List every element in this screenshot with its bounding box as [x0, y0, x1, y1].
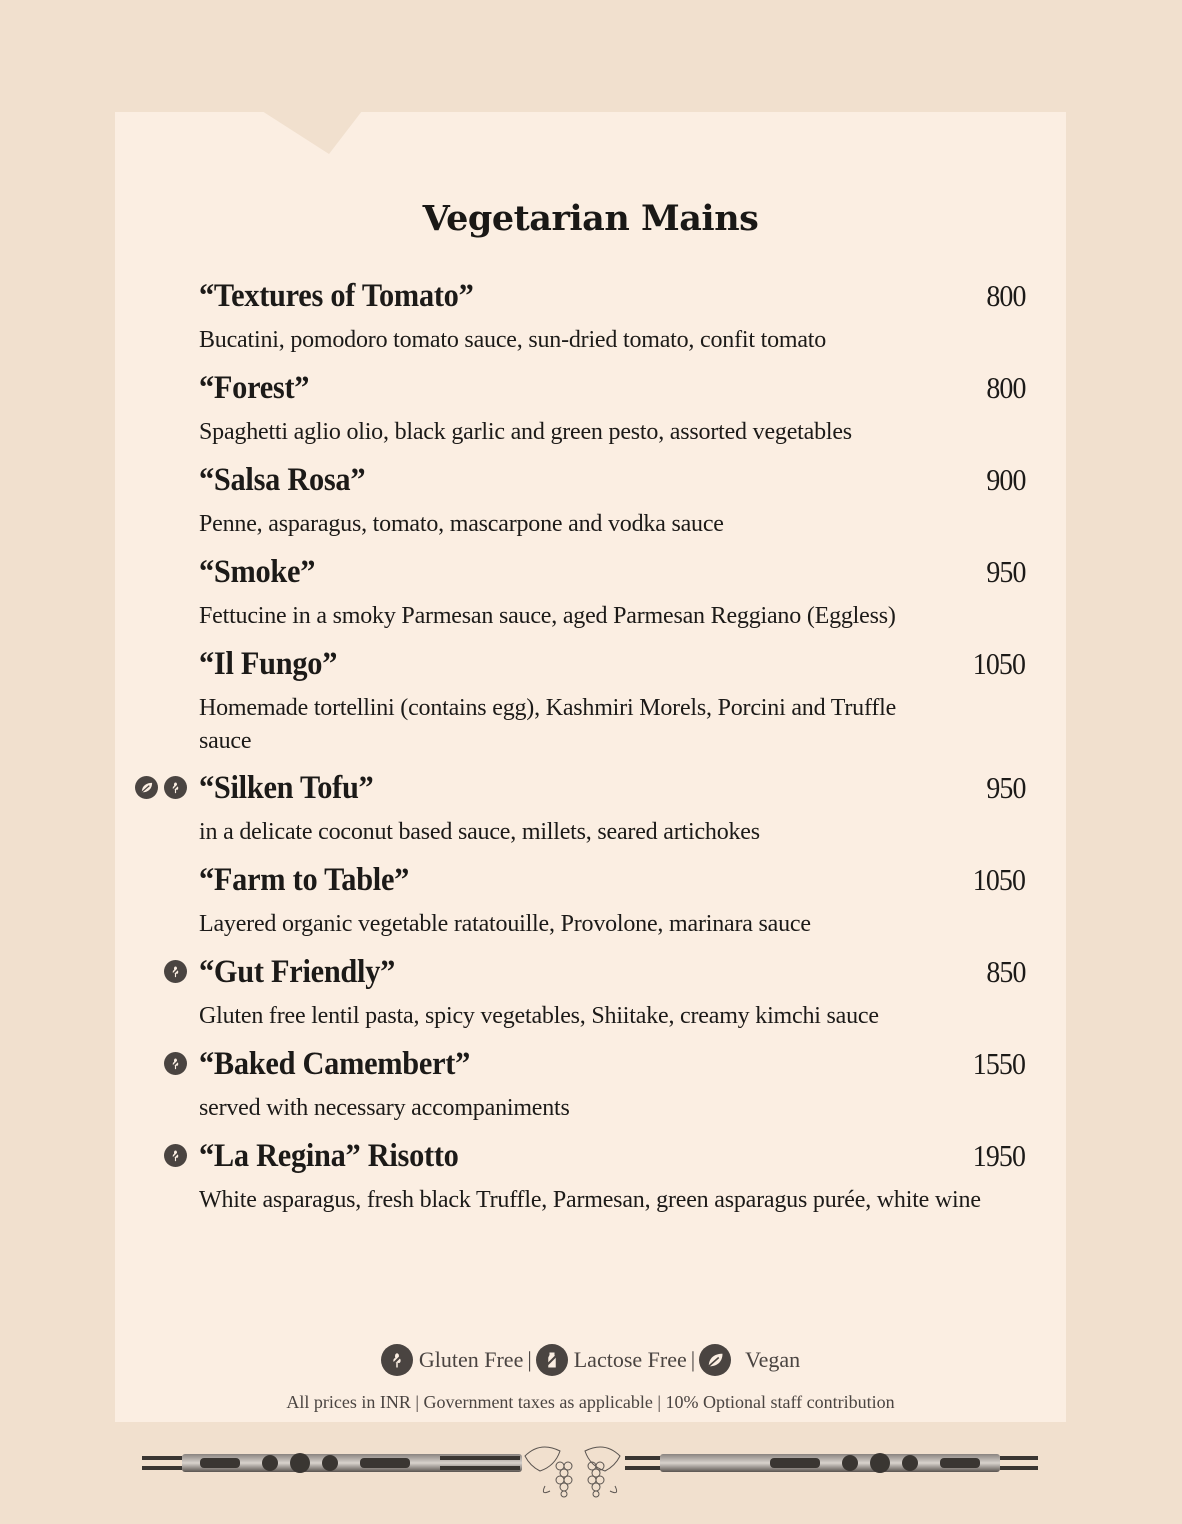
item-price: 950 — [985, 554, 1025, 589]
item-price: 850 — [985, 954, 1025, 989]
item-description: served with necessary accompaniments — [199, 1095, 570, 1121]
vegan-icon — [135, 776, 158, 799]
item-description: Fettucine in a smoky Parmesan sauce, aged Parmesan Reggiano (Eggless) — [199, 603, 896, 629]
legend-label: Gluten Free — [418, 1347, 524, 1372]
gluten-free-icon — [164, 1052, 187, 1075]
item-description: White asparagus, fresh black Truffle, Parmesan, green asparagus purée, white wine — [199, 1187, 981, 1213]
item-description: Spaghetti aglio olio, black garlic and green pesto, assorted vegetables — [199, 419, 852, 445]
item-name: “Baked Camembert” — [199, 1046, 471, 1082]
item-name: “La Regina” Risotto — [199, 1138, 459, 1174]
legend-separator: | — [690, 1347, 696, 1372]
legend-vegan — [699, 1344, 800, 1376]
item-price: 1550 — [972, 1046, 1025, 1081]
ornamental-divider-icon — [140, 1436, 1040, 1506]
item-name: “Il Fungo” — [199, 646, 338, 682]
lactose-free-icon — [536, 1344, 568, 1376]
item-price: 900 — [985, 462, 1025, 497]
item-description: Homemade tortellini (contains egg), Kashmiri Morels, Porcini and Truffle sauce — [199, 695, 897, 754]
gluten-free-icon — [164, 1144, 187, 1167]
item-price: 1050 — [972, 646, 1025, 681]
footer-note: All prices in INR | Government taxes as applicable | 10% Optional staff contribution — [286, 1392, 895, 1412]
legend-separator: | — [527, 1347, 532, 1372]
item-name: “Smoke” — [199, 554, 316, 590]
item-description: Gluten free lentil pasta, spicy vegetables, Shiitake, creamy kimchi sauce — [199, 1003, 879, 1029]
item-name: “Forest” — [199, 370, 310, 406]
item-name: “Salsa Rosa” — [199, 462, 366, 498]
menu-card — [115, 112, 1066, 1422]
gluten-free-icon — [164, 960, 187, 983]
gluten-free-icon — [164, 776, 187, 799]
section-title: Vegetarian Mains — [422, 198, 759, 239]
item-name: “Farm to Table” — [199, 862, 410, 898]
gluten-free-icon — [381, 1344, 413, 1376]
item-description: Penne, asparagus, tomato, mascarpone and vodka sauce — [199, 511, 724, 537]
item-price: 800 — [985, 370, 1025, 405]
dietary-badges — [135, 776, 187, 799]
card-notch-decoration — [262, 111, 362, 154]
dietary-legend — [115, 1344, 1066, 1376]
item-description: Layered organic vegetable ratatouille, Provolone, marinara sauce — [199, 911, 811, 937]
legend-label: Lactose Free — [573, 1347, 687, 1372]
dietary-badges — [164, 960, 187, 983]
legend-label: Vegan — [745, 1347, 801, 1372]
item-price: 800 — [985, 278, 1025, 313]
item-name: “Gut Friendly” — [199, 954, 396, 990]
legend-gluten-free — [381, 1344, 523, 1376]
dietary-badges — [164, 1052, 187, 1075]
item-name: “Textures of Tomato” — [199, 278, 474, 314]
item-name: “Silken Tofu” — [199, 770, 374, 806]
item-price: 950 — [985, 770, 1025, 805]
item-price: 1050 — [972, 862, 1025, 897]
dietary-badges — [164, 1144, 187, 1167]
item-price: 1950 — [972, 1138, 1025, 1173]
item-description: in a delicate coconut based sauce, millets, seared artichokes — [199, 819, 760, 845]
vegan-icon — [699, 1344, 731, 1376]
legend-lactose-free — [536, 1344, 687, 1376]
item-description: Bucatini, pomodoro tomato sauce, sun-dried tomato, confit tomato — [199, 327, 827, 353]
